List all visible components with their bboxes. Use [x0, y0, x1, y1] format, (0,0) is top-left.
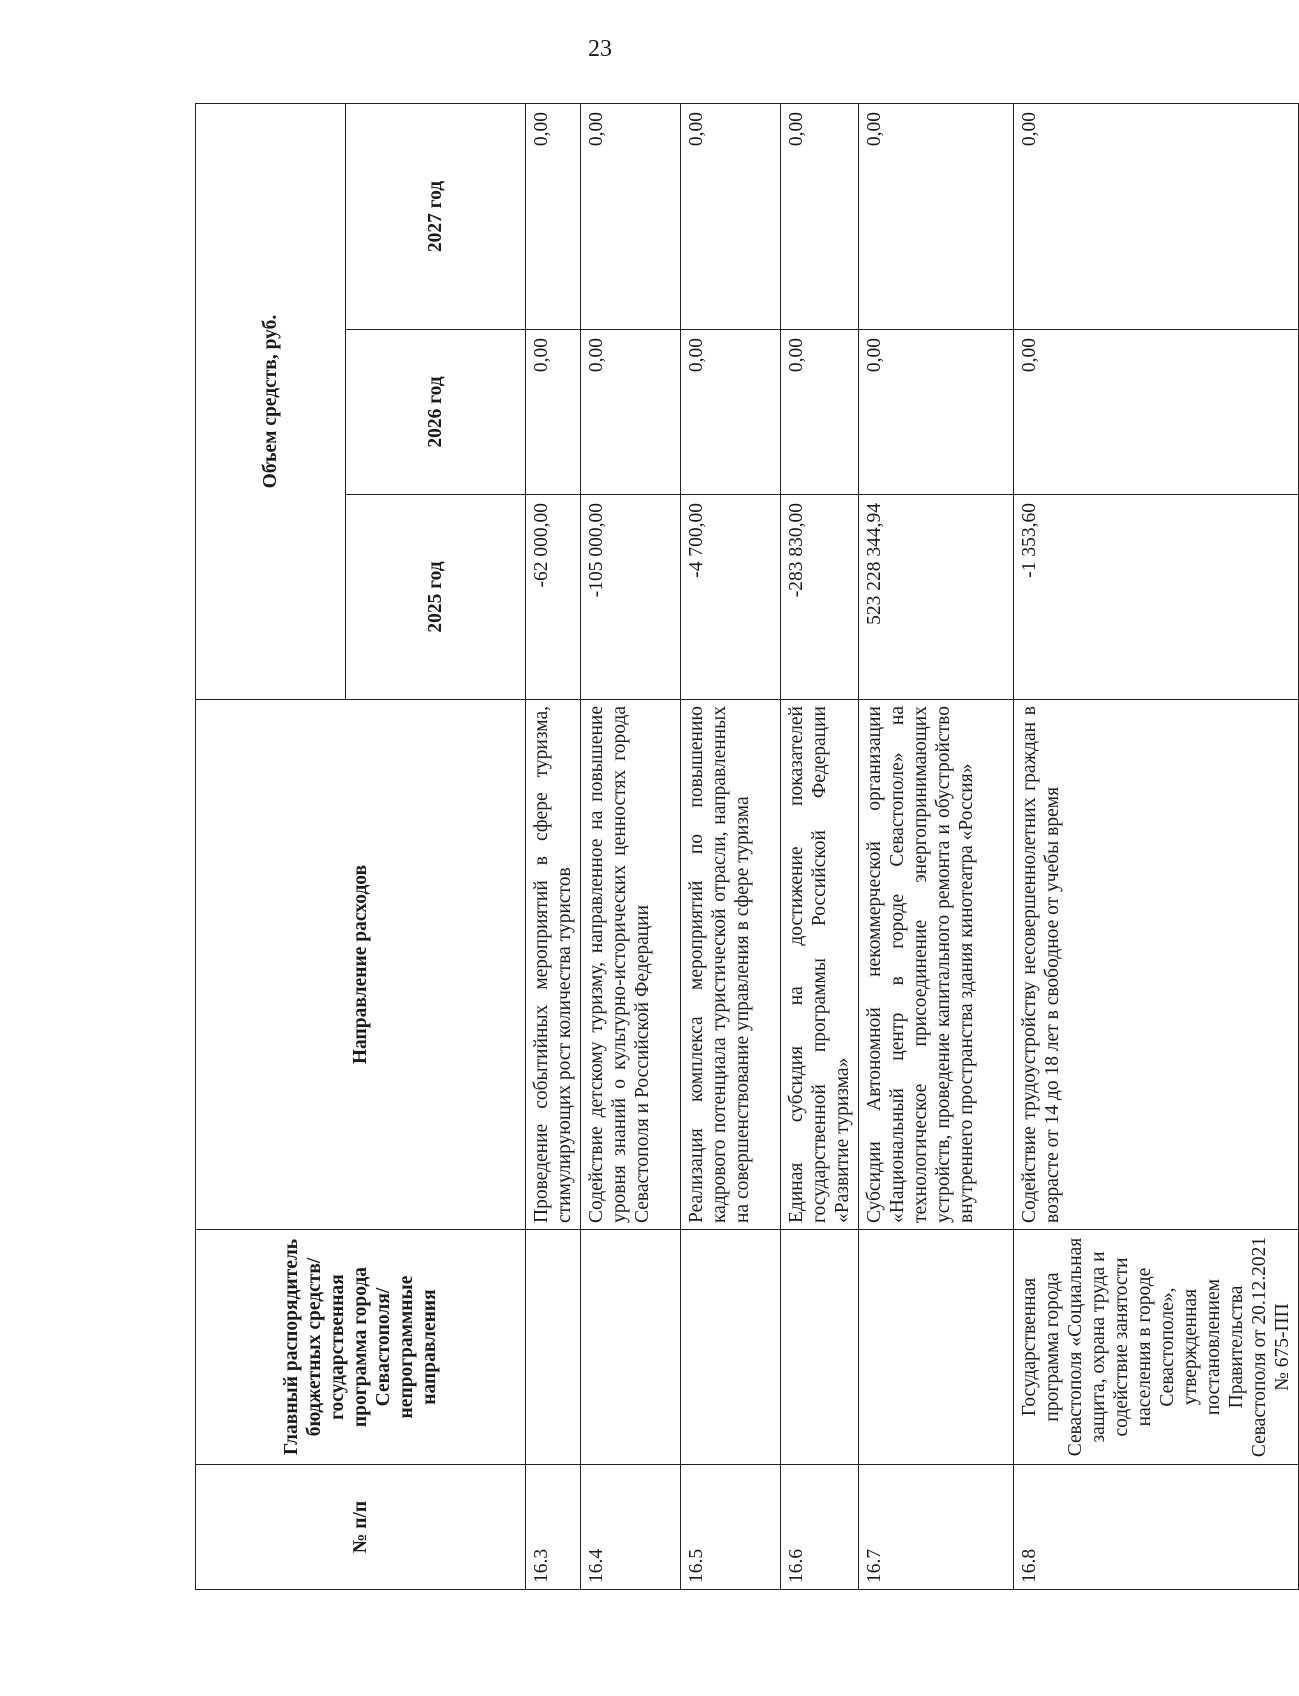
row-direction: Единая субсидия на достижение показателей государственной программы Российской Федерации «Развитие туризма»: [781, 700, 859, 1230]
header-2027: 2027 год: [346, 104, 526, 330]
table-row: [781, 104, 859, 1590]
row-2026: 0,00: [781, 330, 859, 495]
header-volume: Объем средств, руб.: [196, 104, 346, 700]
table-row: [526, 104, 581, 1590]
row-direction: Реализация комплекса мероприятий по повышению кадрового потенциала туристической отрасли, направленных на совершенствование управления в сфере туризма: [681, 700, 781, 1230]
header-grbs: Главный распорядитель бюджетных средств/государственная программа города Севастополя/непрограммные направления: [196, 1230, 526, 1465]
row-grbs: [681, 1230, 781, 1465]
row-num: 16.7: [859, 1465, 1014, 1590]
table-row: [681, 104, 781, 1590]
row-num: 16.8: [1014, 1465, 1299, 1590]
header-direction: Направление расходов: [196, 700, 526, 1230]
table-row: [581, 104, 681, 1590]
rotated-table-container: [195, 104, 1293, 1590]
row-2025: -1 353,60: [1014, 495, 1299, 700]
row-2027: 0,00: [859, 104, 1014, 330]
table-row: [1014, 104, 1299, 1590]
header-2026: 2026 год: [346, 330, 526, 495]
row-num: 16.4: [581, 1465, 681, 1590]
page-number: 23: [588, 36, 612, 62]
row-2027: 0,00: [681, 104, 781, 330]
row-2025: -62 000,00: [526, 495, 581, 700]
row-grbs: Государственная программа города Севастополя «Социальная защита, охрана труда и содействие занятости населения в городе Севастополе», утвержденная постановлением Правительства Севастополя от 20.12.2021 № 675-ПП: [1014, 1230, 1299, 1465]
header-num: № п/п: [196, 1465, 526, 1590]
row-2026: 0,00: [581, 330, 681, 495]
row-2025: 523 228 344,94: [859, 495, 1014, 700]
row-grbs: [581, 1230, 681, 1465]
row-2027: 0,00: [1014, 104, 1299, 330]
row-2026: 0,00: [681, 330, 781, 495]
row-2027: 0,00: [581, 104, 681, 330]
row-2027: 0,00: [526, 104, 581, 330]
row-2025: -283 830,00: [781, 495, 859, 700]
row-num: 16.3: [526, 1465, 581, 1590]
row-2026: 0,00: [526, 330, 581, 495]
row-2026: 0,00: [1014, 330, 1299, 495]
row-2027: 0,00: [781, 104, 859, 330]
row-direction: Содействие трудоустройству несовершеннолетних граждан в возрасте от 14 до 18 лет в свободное от учебы время: [1014, 700, 1299, 1230]
row-2025: -105 000,00: [581, 495, 681, 700]
row-grbs: [526, 1230, 581, 1465]
expenditure-table: [195, 103, 1299, 1590]
row-direction: Субсидии Автономной некоммерческой организации «Национальный центр в городе Севастополе» на технологическое присоединение энергопринимающих устройств, проведение капитального ремонта и обустройство внутреннего пространства здания кинотеатра «Россия»: [859, 700, 1014, 1230]
header-2025: 2025 год: [346, 495, 526, 700]
row-grbs: [859, 1230, 1014, 1465]
row-grbs: [781, 1230, 859, 1465]
row-2025: -4 700,00: [681, 495, 781, 700]
table-row: [859, 104, 1014, 1590]
row-direction: Содействие детскому туризму, направленное на повышение уровня знаний о культурно-исторических ценностях города Севастополя и Российской Федерации: [581, 700, 681, 1230]
row-direction: Проведение событийных мероприятий в сфере туризма, стимулирующих рост количества туристов: [526, 700, 581, 1230]
row-num: 16.5: [681, 1465, 781, 1590]
row-num: 16.6: [781, 1465, 859, 1590]
row-2026: 0,00: [859, 330, 1014, 495]
